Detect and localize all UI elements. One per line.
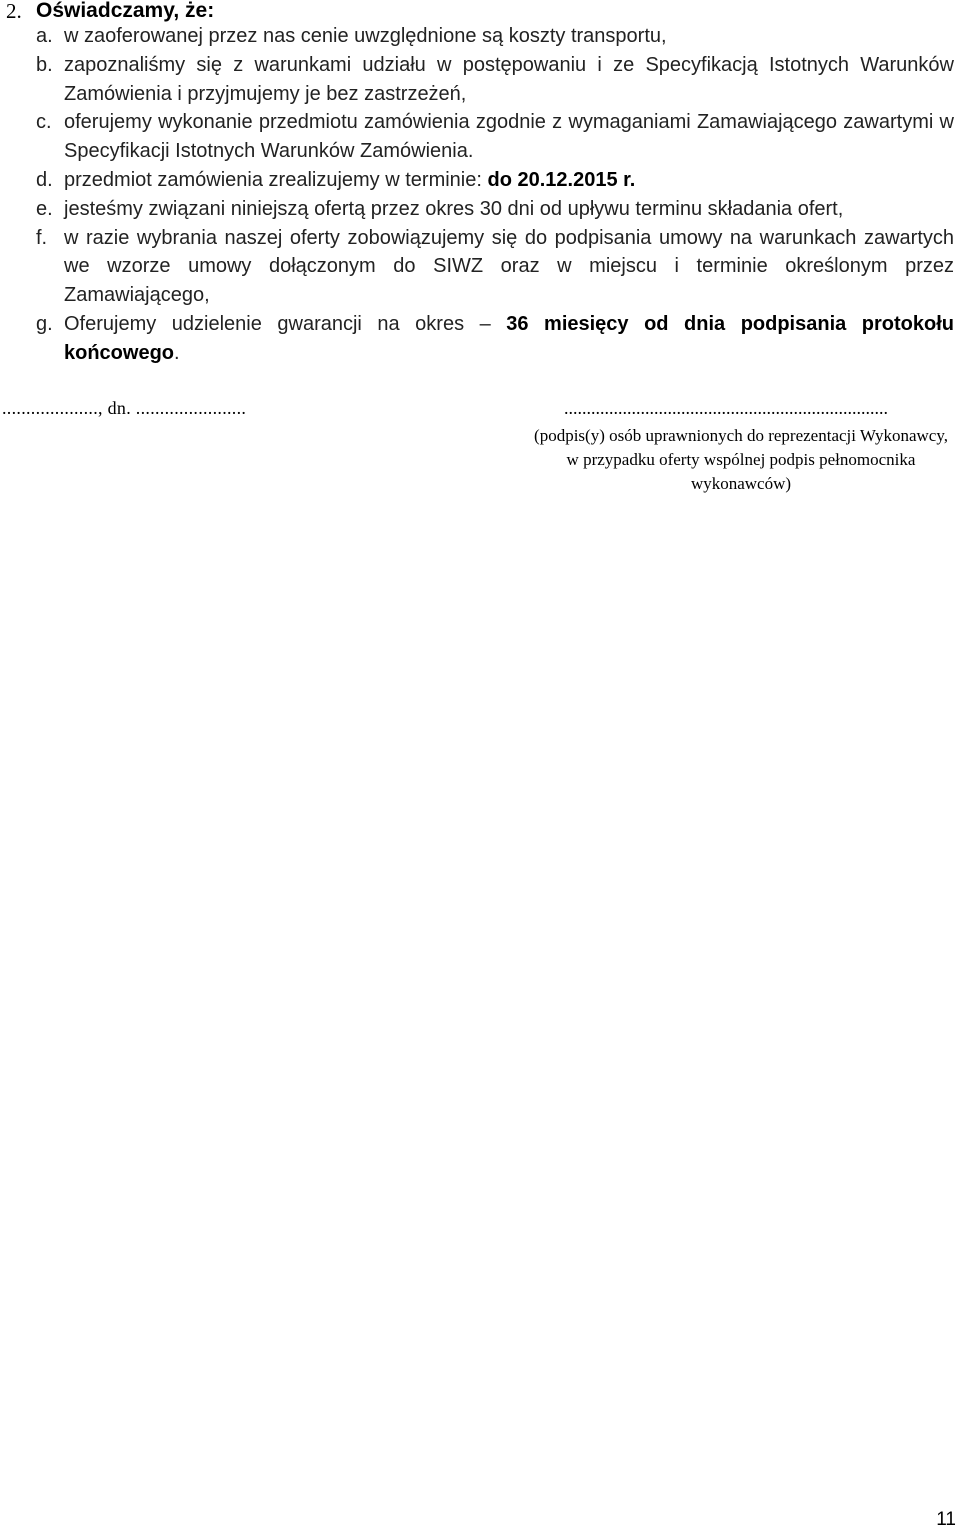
list-item (36, 195, 954, 224)
deadline-date: do 20.12.2015 r. (487, 168, 636, 191)
item-text-plain: Oferujemy udzielenie gwarancji na okres – (64, 312, 507, 335)
list-item (36, 51, 954, 109)
list-item (36, 22, 954, 51)
signature-line: ........................................................................ (564, 398, 888, 418)
item-letter: g. (36, 312, 53, 335)
section-header (6, 0, 954, 22)
list-item (36, 310, 954, 368)
item-text: zapoznaliśmy się z warunkami udziału w postępowaniu i ze Specyfikacją Istotnych Warunków Zamówienia i przyjmujemy je bez zastrzeżeń, (64, 53, 954, 105)
section-heading: Oświadczamy, że: (36, 0, 215, 22)
warranty-period: 36 miesięcy od dnia podpisania protokołu końcowego (64, 312, 954, 364)
page-number: 11 (936, 1509, 956, 1530)
item-text (64, 166, 954, 195)
declaration-section (6, 0, 954, 368)
item-text (64, 310, 954, 368)
item-text-tail: . (174, 341, 180, 364)
item-text: w razie wybrania naszej oferty zobowiązujemy się do podpisania umowy na warunkach zawartych we wzorze umowy dołączonym do SIWZ oraz w miejscu i terminie określonym przez Zamawiającego, (64, 226, 954, 307)
item-letter: d. (36, 168, 53, 191)
item-letter: f. (36, 226, 48, 249)
declaration-list (36, 22, 954, 368)
signature-caption: (podpis(y) osób uprawnionych do reprezentacji Wykonawcy, w przypadku oferty wspólnej podpis pełnomocnika wykonawców) (534, 426, 948, 493)
item-letter: e. (36, 197, 53, 220)
item-text: oferujemy wykonanie przedmiotu zamówienia zgodnie z wymaganiami Zamawiającego zawartymi w Specyfikacji Istotnych Warunków Zamówienia. (64, 111, 954, 163)
item-letter: c. (36, 111, 52, 134)
place-date-line: ...................., dn. ....................... (2, 398, 247, 418)
list-item (36, 108, 954, 166)
item-text-plain: przedmiot zamówienia zrealizujemy w terminie: (64, 168, 488, 191)
item-text: w zaoferowanej przez nas cenie uwzględnione są koszty transportu, (64, 25, 667, 47)
section-number: 2. (6, 0, 22, 23)
item-letter: b. (36, 53, 53, 76)
item-letter: a. (36, 25, 53, 47)
list-item (36, 224, 954, 310)
signature-block (0, 398, 960, 518)
item-text: jesteśmy związani niniejszą ofertą przez okres 30 dni od upływu terminu składania ofert, (64, 197, 844, 220)
list-item (36, 166, 954, 195)
